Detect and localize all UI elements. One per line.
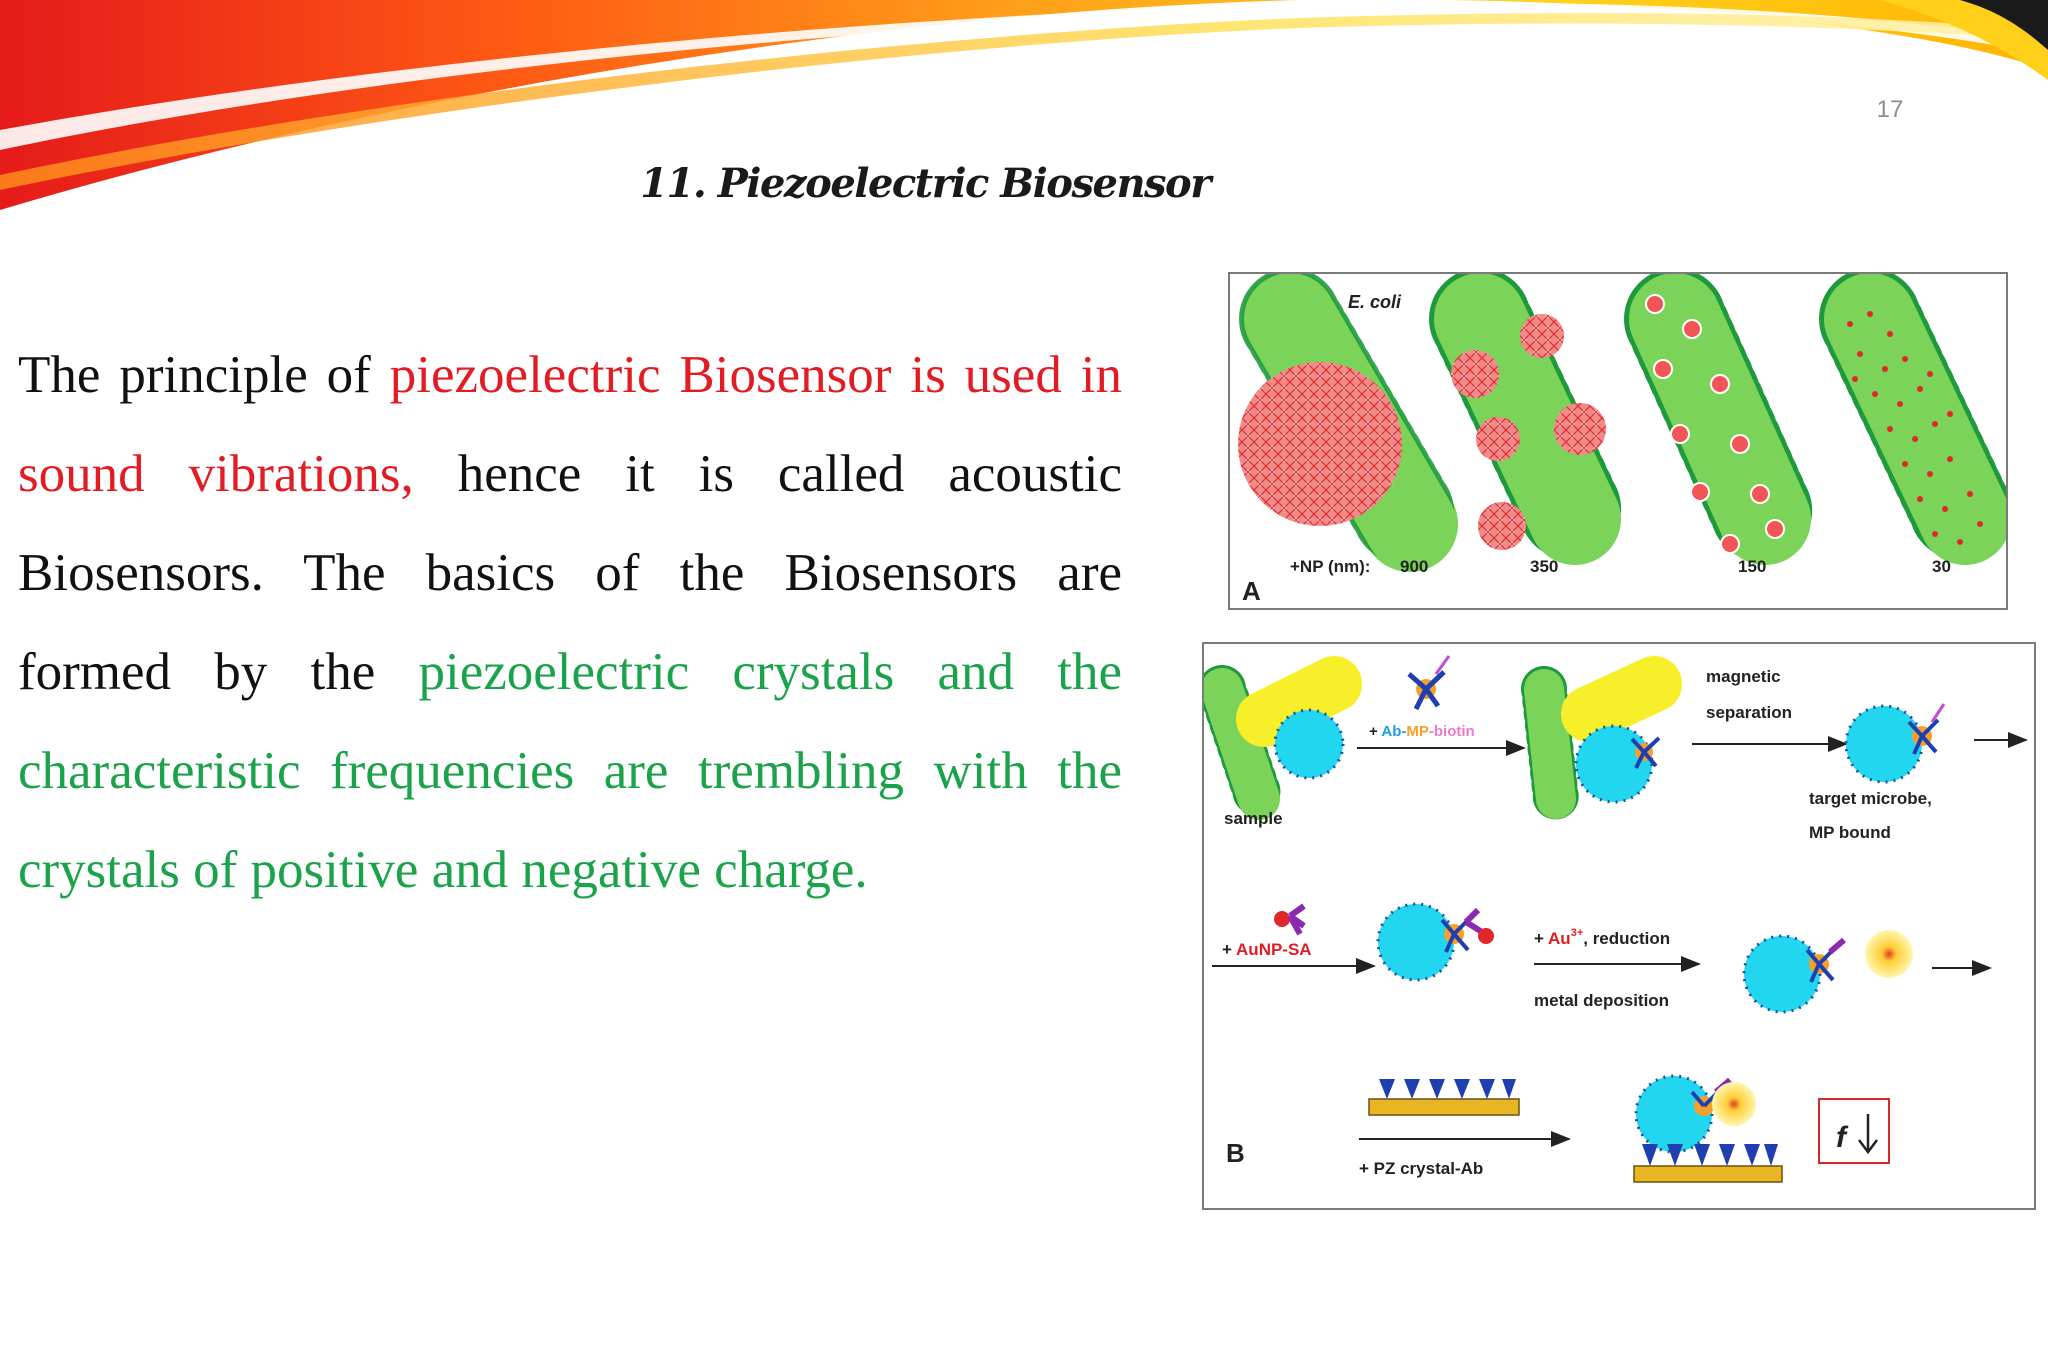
figure-a-illustration [1230,274,2006,608]
sample-label: sample [1224,809,1283,828]
au-reduction: , reduction [1583,929,1671,948]
target-microbe-label: target microbe, [1809,789,1932,808]
au-prefix: + [1534,929,1549,948]
figure-a-panel-letter: A [1242,576,1261,606]
paragraph-segment-1: The principle of [18,346,390,404]
frequency-decrease-box [1819,1099,1889,1163]
ab-mp-biotin-icon [1409,656,1449,709]
frequency-symbol: f [1836,1121,1846,1154]
aunp-prefix: + [1222,940,1237,959]
au-label: Au [1548,929,1571,948]
microbe-with-aunp [1378,904,1494,980]
bacterium-350nm [1451,314,1606,550]
reagent-dash-2: - [1428,723,1434,740]
reagent-prefix: + [1369,723,1382,740]
figure-a-size-900: 900 [1400,557,1429,576]
slide-title: 11. Piezoelectric Biosensor [640,160,1210,207]
bacterium-900nm [1238,319,1410,526]
figure-a-size-350: 350 [1530,557,1559,576]
reagent-mp: MP [1406,723,1429,740]
reagent-biotin: biotin [1433,723,1475,740]
svg-text:+ Ab-MP-biotin [1369,723,1475,740]
svg-text:+ AuNP-SA [1222,940,1312,959]
reagent-dash-1: - [1401,723,1407,740]
aunp-label: AuNP-SA [1236,940,1312,959]
figure-b-panel-letter: B [1226,1138,1245,1168]
magnetic-label: magnetic [1706,667,1781,686]
separation-label: separation [1706,703,1792,722]
body-paragraph [18,326,1122,920]
microbe-metal-deposited [1744,930,1913,1012]
aunp-sa-icon [1274,906,1304,934]
figure-a-panel [1228,272,2008,610]
slide-number: 17 [1876,96,1904,123]
bound-crystal-assembly [1634,1076,1782,1182]
sample-cluster [1222,684,1343,799]
sample-bound-cluster [1544,684,1659,802]
figure-a-size-150: 150 [1738,557,1767,576]
pz-crystal-label: + PZ crystal-Ab [1359,1159,1484,1178]
nanoparticle-900nm [1238,362,1402,526]
svg-text:+ Au3+, reduction [1534,927,1670,948]
paragraph-segment-green: piezoelectric crystals and the characteristic frequencies are trembling with the crystals of positive and negative charge. [18,643,1122,899]
metal-deposition-label: metal deposition [1534,991,1670,1010]
bacterium-30nm [1847,311,1983,545]
figure-b-illustration [1204,644,2034,1208]
figure-a-organism-label: E. coli [1348,292,1402,312]
paragraph-segment-3: hence it is called acoustic Biosensors. The basics of the Biosensors are formed by the [18,445,1123,701]
figure-a-size-30: 30 [1932,557,1951,576]
paragraph-segment-red: piezoelectric Biosensor is used in sound vibrations, [18,346,1123,503]
mp-bound-label: MP bound [1809,823,1891,842]
figure-b-panel [1202,642,2036,1210]
figure-a-np-label: +NP (nm): [1290,557,1371,576]
reagent-ab: Ab [1381,723,1402,740]
au-charge: 3+ [1570,927,1584,939]
bacterium-150nm [1646,295,1784,553]
pz-crystal-antibody [1369,1079,1519,1115]
target-microbe [1846,704,1944,782]
